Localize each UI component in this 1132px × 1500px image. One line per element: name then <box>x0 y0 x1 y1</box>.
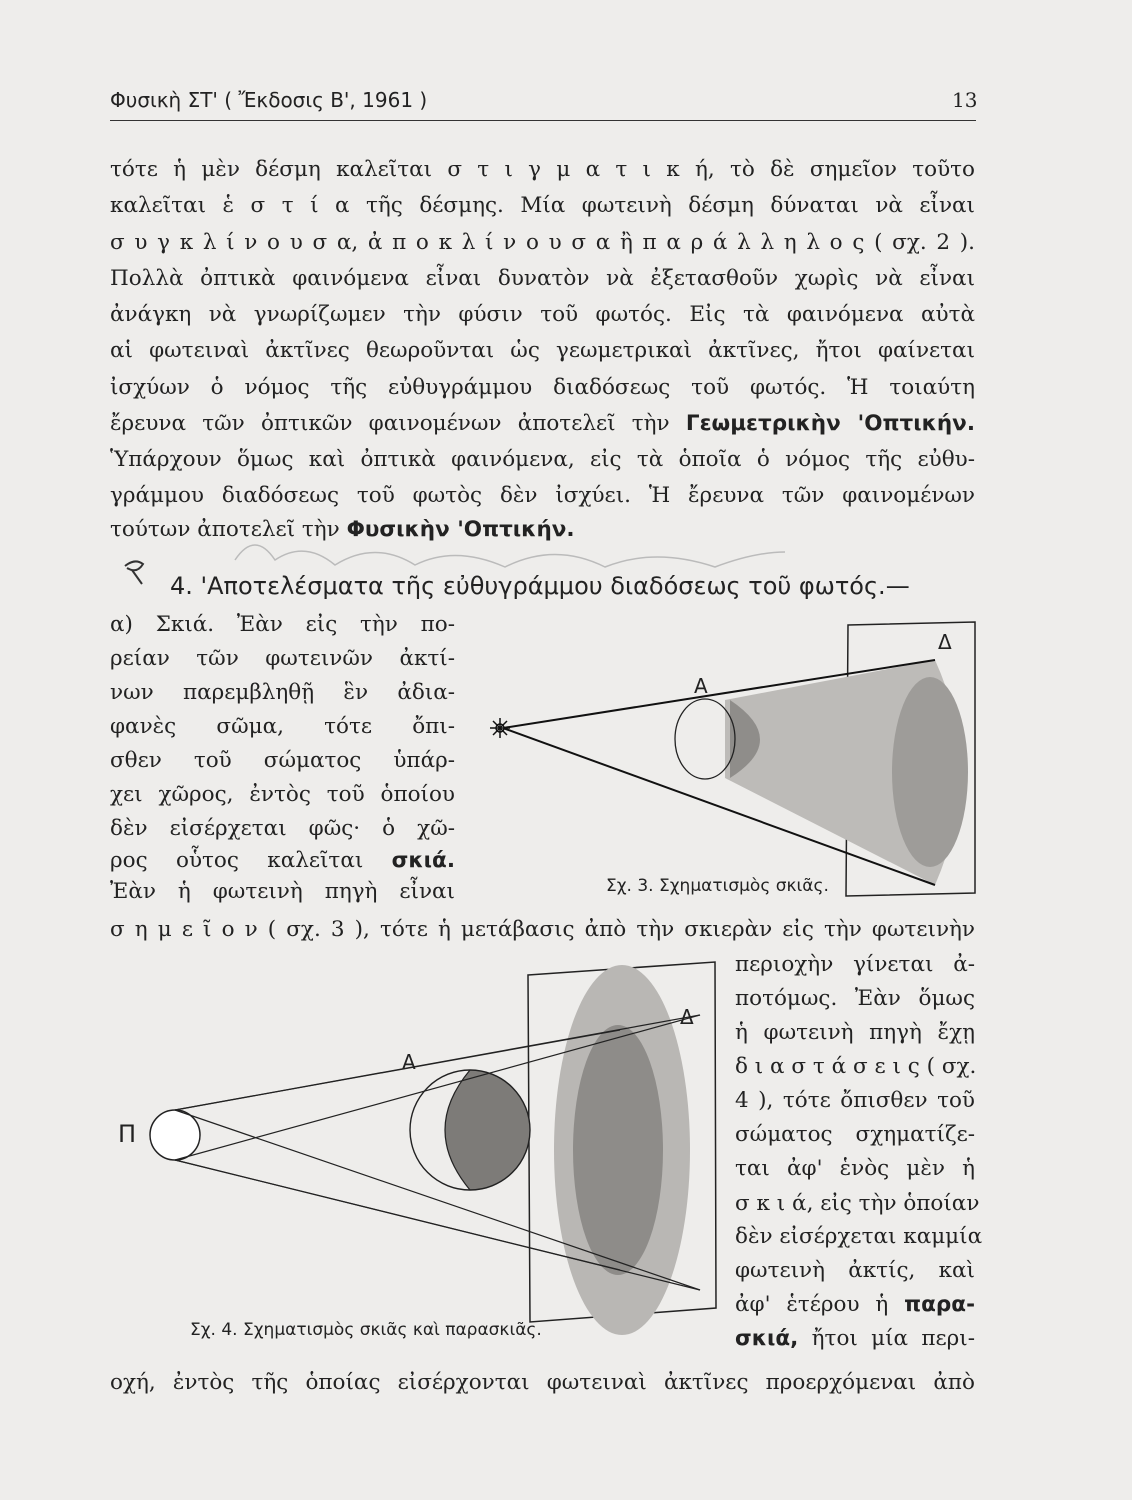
text-line: ἰσχύων ὁ νόμος τῆς εὐθυγράμμου διαδόσεως τοῦ φωτός. Ἡ τοιαύτη <box>110 375 975 400</box>
figure-4-label-body: Α <box>402 1050 416 1074</box>
text: τούτων ἀποτελεῖ τὴν <box>110 517 347 542</box>
text-line: ποτόμως. Ἐὰν ὅμως <box>735 986 975 1011</box>
text-line: χει χῶρος, ἐντὸς τοῦ ὁποίου <box>110 782 455 807</box>
text: ἔρευνα τῶν ὀπτικῶν φαινομένων ἀποτελεῖ τὴν <box>110 411 686 436</box>
text-line: γράμμου διαδόσεως τοῦ φωτὸς δὲν ἰσχύει. Ἡ ἔρευνα τῶν φαινομένων <box>110 483 975 508</box>
text-line: δ ι α σ τ ά σ ε ι ς ( σχ. <box>735 1054 977 1079</box>
term-penumbra: παρα- <box>904 1292 975 1317</box>
extended-light-source <box>150 1110 200 1160</box>
term-shadow: σκιά. <box>391 848 455 873</box>
text-line: Ὑπάρχουν ὅμως καὶ ὀπτικὰ φαινόμενα, εἰς τὰ ὁποῖα ὁ νόμος τῆς εὐθυ- <box>110 447 975 472</box>
text-line: 4 ), τότε ὄπισθεν τοῦ <box>735 1088 975 1113</box>
text-line: ται ἀφ' ἑνὸς μὲν ἡ <box>735 1156 975 1181</box>
term-penumbra: σκιά, <box>735 1326 799 1351</box>
text-line: Ἐὰν ἡ φωτεινὴ πηγὴ εἶναι <box>110 879 455 904</box>
umbra-on-screen <box>573 1025 663 1275</box>
figure-4-label-source: Π <box>118 1120 137 1148</box>
figure-3-label-body: Α <box>694 674 708 698</box>
text-line: δὲν εἰσέρχεται καμμία <box>735 1224 983 1249</box>
text-line: Πολλὰ ὀπτικὰ φαινόμενα εἶναι δυνατὸν νὰ ἐξετασθοῦν χωρὶς νὰ εἶναι <box>110 266 975 291</box>
text-line: ἡ φωτεινὴ πηγὴ ἔχῃ <box>735 1020 975 1045</box>
text-line: ἀνάγκη νὰ γνωρίζωμεν τὴν φύσιν τοῦ φωτός. Εἰς τὰ φαινόμενα αὐτὰ <box>110 302 975 327</box>
text-line: σ η μ ε ῖ ο ν ( σχ. 3 ), τότε ἡ μετάβασις ἀπὸ τὴν σκιερὰν εἰς τὴν φωτεινὴν <box>110 917 975 942</box>
text-line: σθεν τοῦ σώματος ὑπάρ- <box>110 748 455 773</box>
text: ρος οὗτος καλεῖται <box>110 848 392 873</box>
text-line: σ κ ι ά, εἰς τὴν ὁποίαν <box>735 1191 980 1216</box>
text-line: σ υ γ κ λ ί ν ο υ σ α, ἀ π ο κ λ ί ν ο υ σ α ἢ π α ρ ά λ λ η λ ο ς ( σχ. 2 ). <box>110 230 975 255</box>
text-line: οχή, ἐντὸς τῆς ὁποίας εἰσέρχονται φωτειναὶ ἀκτῖνες προερχόμεναι ἀπὸ <box>110 1370 975 1395</box>
text-line: ρείαν τῶν φωτεινῶν ἀκτί- <box>110 646 455 671</box>
text-line: α) Σκιά. Ἐὰν εἰς τὴν πο- <box>110 612 455 637</box>
text-line: τότε ἡ μὲν δέσμη καλεῖται σ τ ι γ μ α τ ι κ ή, τὸ δὲ σημεῖον τοῦτο <box>110 157 975 182</box>
text-line: δὲν εἰσέρχεται φῶς· ὁ χῶ- <box>110 816 455 841</box>
text-line: αἱ φωτειναὶ ἀκτῖνες θεωροῦνται ὡς γεωμετρικαὶ ἀκτῖνες, ἤτοι φαίνεται <box>110 338 975 363</box>
figure-4-label-screen: Δ <box>680 1005 694 1029</box>
figure-3-caption: Σχ. 3. Σχηματισμὸς σκιᾶς. <box>606 876 829 896</box>
text-line: φωτεινὴ ἀκτίς, καὶ <box>735 1258 975 1283</box>
figure-3-label-screen: Δ <box>938 630 952 654</box>
running-header: Φυσικὴ ΣΤ' ( Ἔκδοσις Β', 1961 ) <box>110 88 428 112</box>
text: ἀφ' ἑτέρου ἡ <box>735 1292 905 1317</box>
text-line: φανὲς σῶμα, τότε ὄπι- <box>110 714 455 739</box>
section-heading: 4. 'Αποτελέσματα τῆς εὐθυγράμμου διαδόσεως τοῦ φωτός.— <box>170 572 910 600</box>
text-line: καλεῖται ἑ σ τ ί α τῆς δέσμης. Μία φωτεινὴ δέσμη δύναται νὰ εἶναι <box>110 193 975 218</box>
text-line: σώματος σχηματίζε- <box>735 1122 975 1147</box>
text: ἤτοι μία περι- <box>798 1326 975 1351</box>
figure-4-caption: Σχ. 4. Σχηματισμὸς σκιᾶς καὶ παρασκιᾶς. <box>190 1320 542 1340</box>
term-geometric-optics: Γεωμετρικὴν 'Οπτικήν. <box>685 411 975 436</box>
term-physical-optics: Φυσικὴν 'Οπτικήν. <box>346 517 575 542</box>
text-line: νων παρεμβληθῇ ἓν ἀδια- <box>110 680 455 705</box>
text-line: περιοχὴν γίνεται ἀ- <box>735 952 975 977</box>
page-number: 13 <box>952 88 978 112</box>
